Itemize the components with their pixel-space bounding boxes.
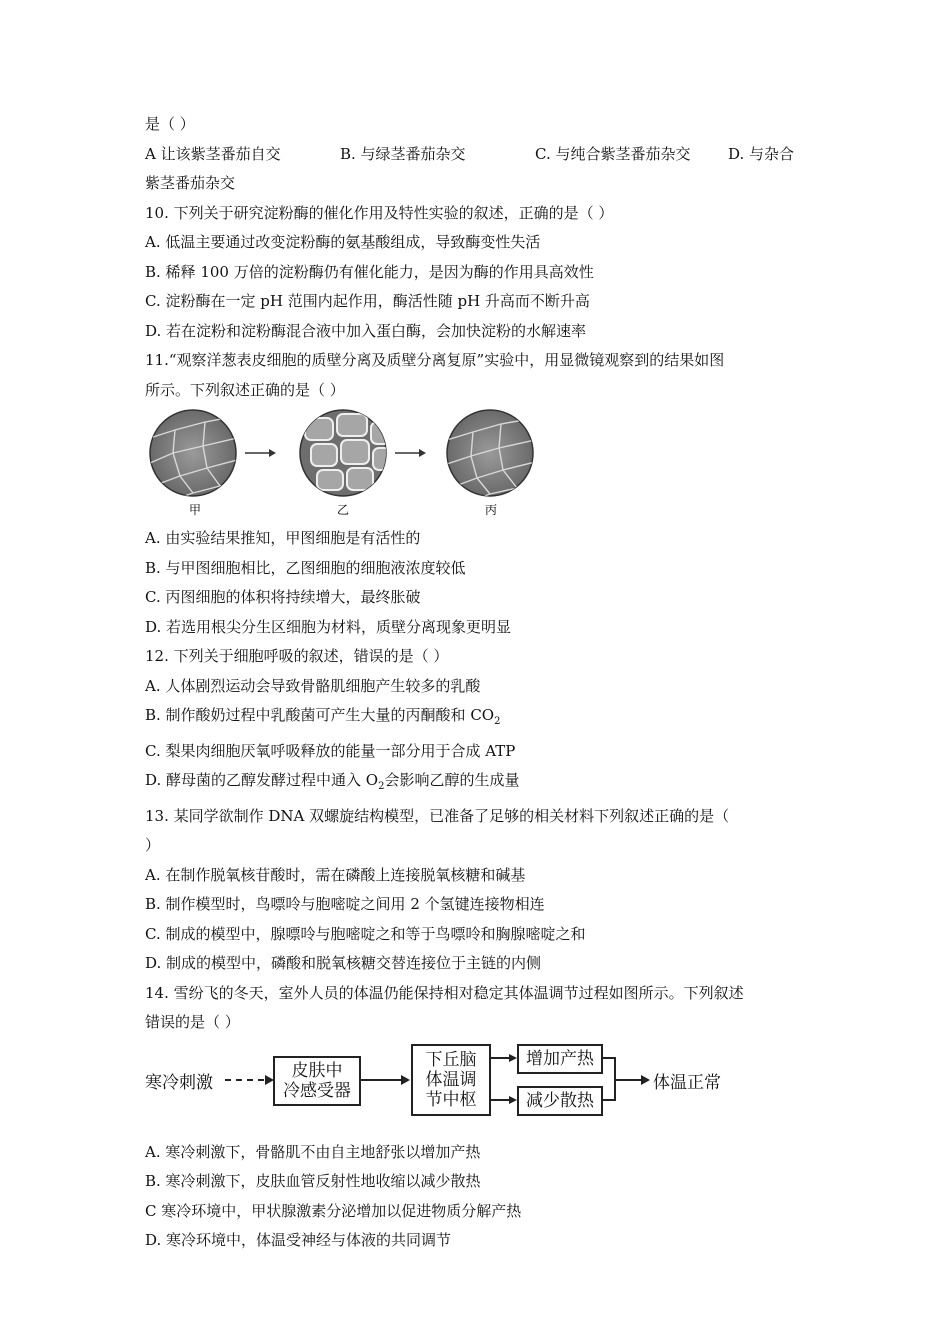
q14-option-b: B. 寒冷刺激下，皮肤血管反射性地收缩以减少散热 — [145, 1172, 481, 1190]
flow-center-line2: 体温调 — [425, 1069, 477, 1090]
arrow-1-head — [269, 449, 276, 457]
thermoregulation-flowchart — [145, 1044, 810, 1128]
q14-stem: 14. 雪纷飞的冬天，室外人员的体温仍能保持相对稳定其体温调节过程如图所示。下列叙述 — [145, 983, 744, 1002]
q10-option-a: A. 低温主要通过改变淀粉酶的氨基酸组成，导致酶变性失活 — [145, 233, 541, 251]
label-jia: 甲 — [189, 503, 202, 517]
microscope-figure — [145, 408, 810, 520]
q14-option-d: D. 寒冷环境中，体温受神经与体液的共同调节 — [145, 1231, 452, 1249]
q9-stem-tail: 是（ ） — [145, 115, 195, 133]
q12-option-a: A. 人体剧烈运动会导致骨骼肌细胞产生较多的乳酸 — [145, 676, 481, 695]
q10-option-b: B. 稀释 100 万倍的淀粉酶仍有催化能力，是因为酶的作用具高效性 — [145, 262, 594, 281]
view-yi — [300, 410, 395, 496]
view-jia — [150, 410, 240, 503]
exam-page — [145, 110, 810, 1256]
flow-heat-down-box — [517, 1086, 603, 1116]
flow-stimulus: 寒冷刺激 — [145, 1072, 213, 1093]
q12-option-d — [145, 766, 810, 802]
q11-stem: 11.“观察洋葱表皮细胞的质壁分离及质壁分离复原”实验中，用显微镜观察到的结果如图 — [145, 351, 725, 369]
q9-option-b: B. 与绿茎番茄杂交 — [340, 144, 466, 163]
q11-option-d: D. 若选用根尖分生区细胞为材料，质壁分离现象更明显 — [145, 617, 512, 636]
q13-stem-cont: ） — [145, 836, 161, 854]
q11-stem-cont: 所示。下列叙述正确的是（ ） — [145, 380, 345, 399]
flow-receptor-line1: 皮肤中 — [291, 1060, 343, 1081]
q12-option-b-text: B. 制作酸奶过程中乳酸菌可产生大量的丙酮酸和 CO — [145, 706, 495, 724]
q12-option-b — [145, 701, 810, 737]
q10-stem: 10. 下列关于研究淀粉酶的催化作用及特性实验的叙述，正确的是（ ） — [145, 203, 614, 222]
flow-receptor-line2: 冷感受器 — [283, 1080, 351, 1101]
q9-option-d-wrap: 紫茎番茄杂交 — [145, 174, 236, 192]
microscope-figure-svg — [145, 408, 545, 520]
flow-result: 体温正常 — [653, 1072, 721, 1093]
q12-option-d-sub: 2 — [378, 781, 385, 792]
q11-option-c: C. 丙图细胞的体积将持续增大，最终胀破 — [145, 588, 421, 606]
q12-option-d-text-end: 会影响乙醇的生成量 — [384, 771, 520, 789]
q11-option-b: B. 与甲图细胞相比，乙图细胞的细胞液浓度较低 — [145, 558, 466, 577]
flow-heat-down: 减少散热 — [526, 1090, 594, 1111]
q9-option-c: C. 与纯合紫茎番茄杂交 — [535, 144, 691, 163]
flow-center-line1: 下丘脑 — [425, 1049, 477, 1070]
q12-option-c: C. 梨果肉细胞厌氧呼吸释放的能量一部分用于合成 ATP — [145, 741, 516, 760]
arrow-2-head — [419, 449, 426, 457]
q13-option-c: C. 制成的模型中，腺嘌呤与胞嘧啶之和等于鸟嘌呤和胸腺嘧啶之和 — [145, 924, 586, 943]
q12-option-b-sub: 2 — [494, 716, 501, 727]
flow-heat-up: 增加产热 — [526, 1048, 594, 1069]
q14-option-c: C 寒冷环境中，甲状腺激素分泌增加以促进物质分解产热 — [145, 1201, 522, 1220]
flow-center-box — [411, 1044, 491, 1116]
q14-stem-cont: 错误的是（ ） — [145, 1013, 240, 1031]
label-yi: 乙 — [337, 503, 350, 517]
flow-center-line3: 节中枢 — [425, 1089, 477, 1110]
q13-stem: 13. 某同学欲制作 DNA 双螺旋结构模型，已准备了足够的相关材料下列叙述正确的是（ — [145, 806, 730, 825]
q10-option-d: D. 若在淀粉和淀粉酶混合液中加入蛋白酶，会加快淀粉的水解速率 — [145, 321, 587, 340]
q13-option-a: A. 在制作脱氧核苷酸时，需在磷酸上连接脱氧核糖和碱基 — [145, 865, 526, 884]
view-bing — [447, 410, 537, 504]
flow-heat-up-box — [517, 1044, 603, 1074]
label-bing: 丙 — [485, 503, 498, 517]
q12-stem: 12. 下列关于细胞呼吸的叙述，错误的是（ ） — [145, 647, 449, 665]
q13-option-b: B. 制作模型时，鸟嘌呤与胞嘧啶之间用 2 个氢键连接物相连 — [145, 895, 545, 913]
q12-option-d-text: D. 酵母菌的乙醇发酵过程中通入 O — [145, 771, 379, 789]
q10-option-c: C. 淀粉酶在一定 pH 范围内起作用，酶活性随 pH 升高而不断升高 — [145, 292, 590, 310]
q14-option-a: A. 寒冷刺激下，骨骼肌不由自主地舒张以增加产热 — [145, 1142, 481, 1161]
q9-option-a: A 让该紫茎番茄自交 — [145, 144, 281, 163]
q13-option-d: D. 制成的模型中，磷酸和脱氧核糖交替连接位于主链的内侧 — [145, 954, 542, 972]
flow-receptor-box — [273, 1056, 361, 1106]
q11-option-a: A. 由实验结果推知，甲图细胞是有活性的 — [145, 529, 421, 547]
q9-option-d: D. 与杂合 — [728, 144, 795, 163]
q9-options — [145, 140, 810, 170]
